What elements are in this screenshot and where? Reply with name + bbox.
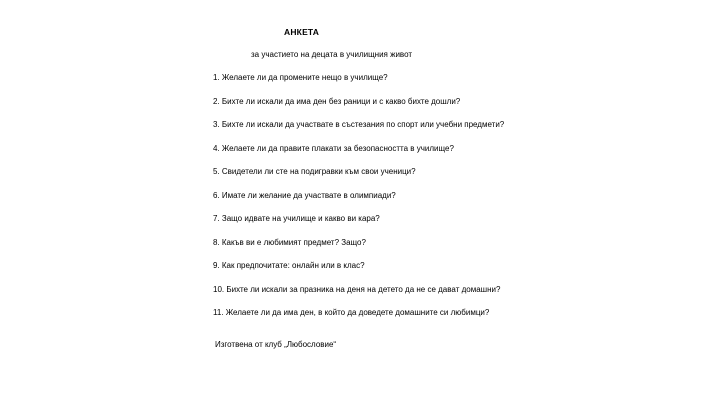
- question-4: 4. Желаете ли да правите плакати за безопасността в училище?: [213, 143, 454, 153]
- question-9: 9. Как предпочитате: онлайн или в клас?: [213, 261, 365, 270]
- document-title: АНКЕТА: [284, 27, 320, 37]
- document-footer: Изготвена от клуб „Любословие“: [215, 340, 337, 349]
- question-1: 1. Желаете ли да промените нещо в училище?: [213, 73, 388, 82]
- question-10: 10. Бихте ли искали за празника на деня на детето да не се дават домашни?: [213, 284, 501, 294]
- question-list: [213, 73, 504, 332]
- question-7: 7. Защо идвате на училище и какво ви кара?: [213, 214, 380, 223]
- question-5: 5. Свидетели ли сте на подигравки към свои ученици?: [213, 167, 416, 176]
- question-6: 6. Имате ли желание да участвате в олимпиади?: [213, 190, 396, 200]
- document-subtitle: за участието на децата в училищния живот: [251, 50, 413, 59]
- question-11: 11. Желаете ли да има ден, в който да доведете домашните си любимци?: [213, 308, 490, 317]
- question-8: 8. Какъв ви е любимият предмет? Защо?: [213, 237, 366, 247]
- question-2: 2. Бихте ли искали да има ден без раници и с какво бихте дошли?: [213, 96, 461, 106]
- question-3: 3. Бихте ли искали да участвате в състезания по спорт или учебни предмети?: [213, 120, 505, 129]
